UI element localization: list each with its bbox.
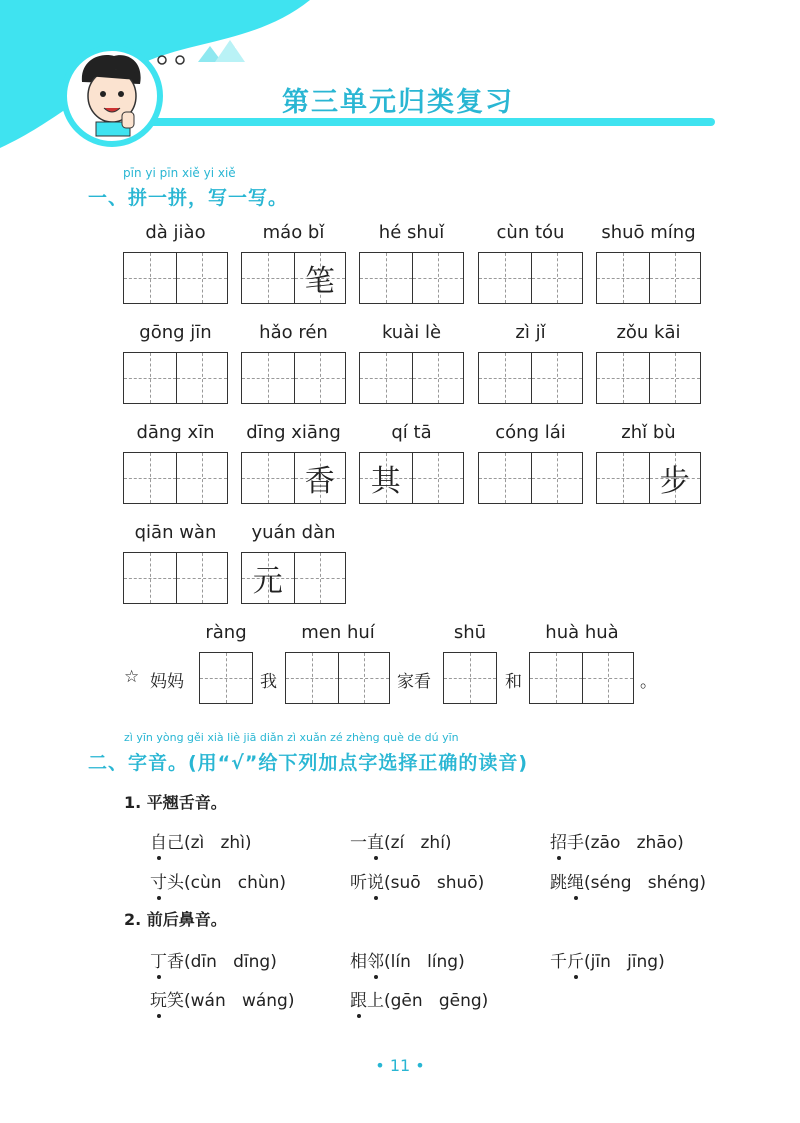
prefilled-character: 香 xyxy=(304,464,335,499)
prefilled-character xyxy=(177,253,228,303)
writing-cell[interactable] xyxy=(412,253,464,303)
sentence-text-3: 家看 xyxy=(397,672,431,692)
prefilled-character xyxy=(650,353,701,403)
pronunciation-item[interactable] xyxy=(350,828,452,853)
prefilled-character: 步 xyxy=(659,464,690,499)
pronunciation-item[interactable] xyxy=(150,868,286,893)
subsection2-title: 2. 前后鼻音。 xyxy=(124,910,227,929)
grid-pinyin: dà jiào xyxy=(145,222,206,243)
pronunciation-item[interactable] xyxy=(550,828,684,853)
prefilled-character xyxy=(295,353,346,403)
writing-cell[interactable] xyxy=(649,253,701,303)
writing-cell[interactable] xyxy=(360,453,412,503)
word-character: 笑 xyxy=(167,991,184,1011)
writing-cell[interactable] xyxy=(176,253,228,303)
pinyin-options: (zāo zhāo) xyxy=(584,833,684,853)
prefilled-character: 其 xyxy=(370,464,401,499)
writing-cell[interactable] xyxy=(597,453,649,503)
dotted-character: 丁 xyxy=(150,947,167,972)
writing-cell[interactable] xyxy=(176,553,228,603)
sentence-text-4: 和 xyxy=(505,672,522,692)
grid-pinyin: qiān wàn xyxy=(134,522,217,543)
sentence-text-1: 妈妈 xyxy=(150,672,184,692)
subsection1-title: 1. 平翘舌音。 xyxy=(124,793,227,812)
word-character: 听 xyxy=(350,873,367,893)
grid-pinyin: qí tā xyxy=(391,422,432,443)
writing-cell[interactable] xyxy=(242,453,294,503)
pinyin-options: (cùn chùn) xyxy=(184,873,287,893)
star-icon: ☆ xyxy=(124,667,140,687)
prefilled-character xyxy=(360,353,412,403)
sentence-pinyin-3: shū xyxy=(453,622,487,643)
writing-cell[interactable] xyxy=(360,353,412,403)
prefilled-character xyxy=(532,353,583,403)
prefilled-character: 笔 xyxy=(304,264,335,299)
writing-cell[interactable] xyxy=(124,453,176,503)
word-character: 头 xyxy=(167,873,184,893)
grid-pinyin: hǎo rén xyxy=(259,322,328,343)
prefilled-character xyxy=(479,253,531,303)
prefilled-character xyxy=(295,553,346,603)
prefilled-character xyxy=(597,253,649,303)
pinyin-options: (wán wáng) xyxy=(184,991,295,1011)
writing-grid[interactable] xyxy=(478,452,583,504)
writing-cell[interactable] xyxy=(176,453,228,503)
writing-cell[interactable] xyxy=(412,353,464,403)
pronunciation-item[interactable] xyxy=(350,947,465,972)
prefilled-character xyxy=(413,353,464,403)
writing-grid[interactable] xyxy=(359,252,464,304)
pronunciation-item[interactable] xyxy=(550,868,706,893)
pronunciation-item[interactable] xyxy=(150,986,294,1011)
prefilled-character: 元 xyxy=(252,564,283,599)
sentence-pinyin-2: men huí xyxy=(301,622,375,643)
grid-pinyin: cùn tóu xyxy=(496,222,565,243)
pinyin-options: (zì zhì) xyxy=(184,833,252,853)
grid-pinyin: zǒu kāi xyxy=(616,322,681,343)
dotted-character: 寸 xyxy=(150,868,167,893)
word-character: 相 xyxy=(350,952,367,972)
writing-cell[interactable] xyxy=(531,353,583,403)
writing-cell[interactable] xyxy=(479,353,531,403)
writing-grid[interactable] xyxy=(123,552,228,604)
writing-cell[interactable] xyxy=(294,553,346,603)
writing-cell[interactable] xyxy=(531,253,583,303)
writing-grid[interactable] xyxy=(123,452,228,504)
sentence-grid-1[interactable] xyxy=(199,652,253,704)
grid-pinyin: kuài lè xyxy=(381,322,442,343)
writing-cell[interactable] xyxy=(124,253,176,303)
prefilled-character xyxy=(597,453,649,503)
grid-pinyin: yuán dàn xyxy=(251,522,336,543)
writing-cell[interactable] xyxy=(176,353,228,403)
prefilled-character xyxy=(413,253,464,303)
grid-pinyin: cóng lái xyxy=(495,422,566,443)
prefilled-character xyxy=(124,453,176,503)
grid-pinyin: zì jǐ xyxy=(515,322,546,343)
writing-cell[interactable] xyxy=(294,253,346,303)
word-character: 手 xyxy=(567,833,584,853)
word-character: 香 xyxy=(167,952,184,972)
prefilled-character xyxy=(124,253,176,303)
writing-cell[interactable] xyxy=(242,353,294,403)
pinyin-options: (lín líng) xyxy=(384,952,465,972)
pronunciation-item[interactable] xyxy=(350,868,484,893)
writing-cell[interactable] xyxy=(294,453,346,503)
writing-grid[interactable] xyxy=(241,252,346,304)
prefilled-character xyxy=(177,553,228,603)
prefilled-character xyxy=(479,353,531,403)
prefilled-character xyxy=(242,453,294,503)
section2-pinyin: zì yīn yòng gěi xià liè jiā diǎn zì xuǎn zé zhèng què de dú yīn xyxy=(124,731,459,744)
dotted-character: 自 xyxy=(150,828,167,853)
writing-grid[interactable] xyxy=(596,252,701,304)
sentence-grid-4[interactable] xyxy=(529,652,634,704)
prefilled-character xyxy=(532,253,583,303)
dotted-character: 邻 xyxy=(367,947,384,972)
pinyin-options: (zí zhí) xyxy=(384,833,452,853)
prefilled-character xyxy=(242,353,294,403)
writing-cell[interactable] xyxy=(360,253,412,303)
writing-cell[interactable] xyxy=(649,453,701,503)
writing-grid[interactable] xyxy=(359,352,464,404)
word-character: 一 xyxy=(350,833,367,853)
word-character: 己 xyxy=(167,833,184,853)
writing-grid[interactable] xyxy=(241,452,346,504)
writing-grid[interactable] xyxy=(596,452,701,504)
pinyin-options: (jīn jīng) xyxy=(584,952,665,972)
page-number: • 11 • xyxy=(375,1056,425,1075)
word-character: 上 xyxy=(367,991,384,1011)
prefilled-character xyxy=(650,253,701,303)
dotted-character: 斤 xyxy=(567,947,584,972)
dotted-character: 玩 xyxy=(150,986,167,1011)
grid-pinyin: hé shuǐ xyxy=(378,222,445,243)
prefilled-character xyxy=(177,353,228,403)
writing-grid[interactable] xyxy=(359,452,464,504)
grid-pinyin: dīng xiāng xyxy=(246,422,341,443)
word-character: 千 xyxy=(550,952,567,972)
dotted-character: 说 xyxy=(367,868,384,893)
writing-grid[interactable] xyxy=(241,552,346,604)
grid-pinyin: shuō míng xyxy=(601,222,696,243)
grid-pinyin: zhǐ bù xyxy=(621,422,676,443)
pronunciation-item[interactable] xyxy=(150,828,252,853)
writing-cell[interactable] xyxy=(242,253,294,303)
writing-cell[interactable] xyxy=(242,553,294,603)
prefilled-character xyxy=(124,553,176,603)
sentence-grid-3[interactable] xyxy=(443,652,497,704)
writing-cell[interactable] xyxy=(479,253,531,303)
writing-grid[interactable] xyxy=(478,352,583,404)
prefilled-character xyxy=(360,253,412,303)
pronunciation-item[interactable] xyxy=(150,947,277,972)
sentence-text-2: 我 xyxy=(260,672,277,692)
grid-pinyin: dāng xīn xyxy=(136,422,215,443)
prefilled-character xyxy=(532,453,583,503)
prefilled-character xyxy=(479,453,531,503)
pinyin-options: (suō shuō) xyxy=(384,873,485,893)
section2-title: 二、字音。(用“√”给下列加点字选择正确的读音) xyxy=(88,752,529,774)
grid-pinyin: máo bǐ xyxy=(262,222,325,243)
pinyin-options: (séng shéng) xyxy=(584,873,707,893)
prefilled-character xyxy=(242,253,294,303)
writing-grid[interactable] xyxy=(478,252,583,304)
prefilled-character xyxy=(177,453,228,503)
dotted-character: 跟 xyxy=(350,986,367,1011)
dotted-character: 招 xyxy=(550,828,567,853)
pronunciation-item[interactable] xyxy=(350,986,488,1011)
writing-cell[interactable] xyxy=(412,453,464,503)
writing-cell[interactable] xyxy=(597,253,649,303)
writing-grid[interactable] xyxy=(241,352,346,404)
page-title: 第三单元归类复习 xyxy=(282,87,514,118)
writing-grid[interactable] xyxy=(596,352,701,404)
dotted-character: 绳 xyxy=(567,868,584,893)
writing-cell[interactable] xyxy=(649,353,701,403)
pinyin-options: (dīn dīng) xyxy=(184,952,277,972)
word-character: 跳 xyxy=(550,873,567,893)
sentence-end: 。 xyxy=(640,672,657,692)
pronunciation-item[interactable] xyxy=(550,947,665,972)
prefilled-character xyxy=(597,353,649,403)
section1-title: 一、拼一拼，写一写。 xyxy=(88,187,289,209)
writing-grid[interactable] xyxy=(123,352,228,404)
writing-cell[interactable] xyxy=(124,353,176,403)
sentence-pinyin-1: ràng xyxy=(205,622,247,643)
pinyin-options: (gēn gēng) xyxy=(384,991,489,1011)
grid-pinyin: gōng jīn xyxy=(139,322,212,343)
writing-cell[interactable] xyxy=(597,353,649,403)
writing-cell[interactable] xyxy=(124,553,176,603)
sentence-grid-2[interactable] xyxy=(285,652,390,704)
writing-cell[interactable] xyxy=(479,453,531,503)
dotted-character: 直 xyxy=(367,828,384,853)
writing-cell[interactable] xyxy=(531,453,583,503)
prefilled-character xyxy=(413,453,464,503)
prefilled-character xyxy=(124,353,176,403)
writing-cell[interactable] xyxy=(294,353,346,403)
section1-pinyin: pīn yi pīn xiě yi xiě xyxy=(123,166,236,180)
sentence-pinyin-4: huà huà xyxy=(545,622,619,643)
writing-grid[interactable] xyxy=(123,252,228,304)
